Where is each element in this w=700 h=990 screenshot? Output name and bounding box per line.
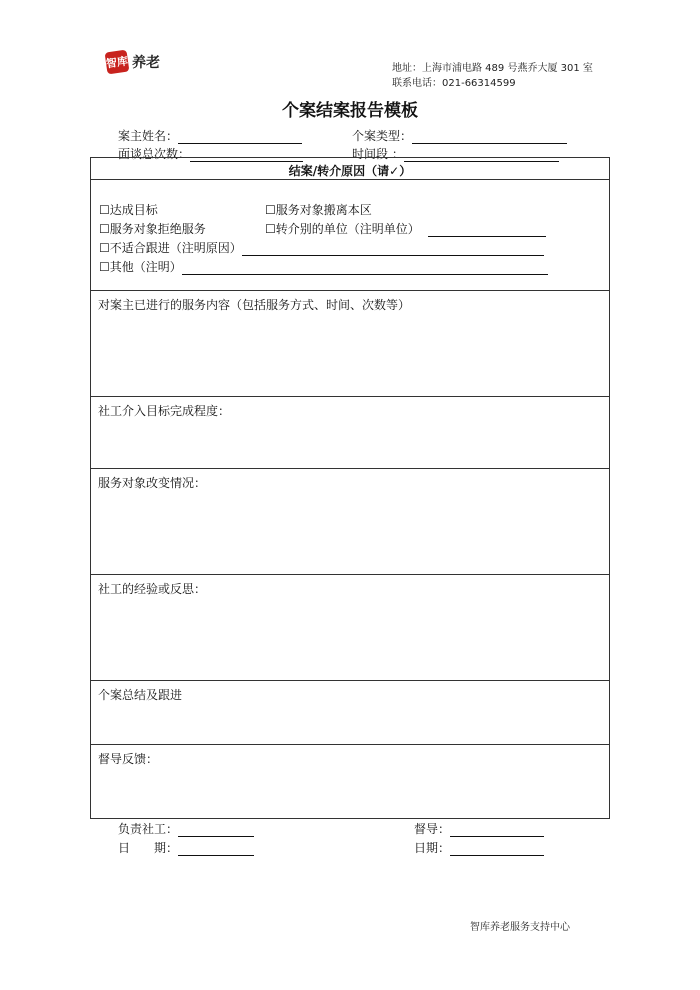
reason-divider [91,179,609,180]
supervisor-line[interactable] [450,823,544,837]
logo [106,50,160,74]
client-name-line[interactable] [178,130,302,144]
client-name-label: 案主姓名： [118,129,179,143]
other-line[interactable] [182,261,548,275]
address: 地址：上海市浦电路 489 号燕乔大厦 301 室 [392,63,593,74]
section-client-change[interactable] [91,468,609,574]
case-type-line[interactable] [412,130,567,144]
option-not-suitable[interactable]: ☐不适合跟进（注明原因） [99,239,544,256]
referred-line[interactable] [428,223,546,237]
interview-count-label: 面谈总次数： [118,147,191,161]
option-referred[interactable]: ☐转介别的单位（注明单位） [265,220,546,237]
services-label: 对案主已进行的服务内容（包括服务方式、时间、次数等） [98,298,411,312]
social-worker-line[interactable] [178,823,254,837]
footer-org: 智库养老服务支持中心 [470,922,570,933]
not-suitable-line[interactable] [242,242,544,256]
section-summary[interactable] [91,680,609,744]
option-goal-achieved[interactable]: ☐达成目标 [99,203,158,217]
supervisor-feedback-label: 督导反馈： [98,752,159,766]
supervisor-date-line[interactable] [450,842,544,856]
case-type-label: 个案类型： [352,129,413,143]
option-moved-away[interactable]: ☐服务对象搬离本区 [265,203,372,217]
section-goal-completion[interactable] [91,396,609,468]
reason-heading: 结案/转介原因（请✓） [288,164,412,178]
section-reflection[interactable] [91,574,609,680]
reflection-label: 社工的经验或反思： [98,582,207,596]
logo-text: 养老 [132,55,160,71]
supervisor-date-field[interactable] [414,839,544,856]
option-other[interactable]: ☐其他（注明） [99,258,548,275]
section-supervisor-feedback[interactable] [91,744,609,818]
supervisor-field[interactable] [414,820,544,837]
report-form [90,157,610,819]
option-refused[interactable]: ☐服务对象拒绝服务 [99,222,206,236]
time-period-label: 时间段 ： [352,147,404,161]
summary-label: 个案总结及跟进 [98,688,183,702]
client-change-label: 服务对象改变情况： [98,476,207,490]
phone: 联系电话：021-66314599 [392,78,516,89]
social-worker-field[interactable] [118,820,254,837]
section-services[interactable] [91,290,609,396]
worker-date-field[interactable] [118,839,254,856]
logo-badge: 智库 [105,50,130,75]
client-name-field[interactable] [118,127,302,144]
case-type-field[interactable] [352,127,567,144]
contact-info [392,61,593,91]
worker-date-label: 日 期： [118,841,179,855]
page-title: 个案结案报告模板 [282,101,418,121]
goal-completion-label: 社工介入目标完成程度： [98,404,231,418]
worker-date-line[interactable] [178,842,254,856]
social-worker-label: 负责社工： [118,822,179,836]
supervisor-date-label: 日期： [414,841,451,855]
supervisor-label: 督导： [414,822,451,836]
